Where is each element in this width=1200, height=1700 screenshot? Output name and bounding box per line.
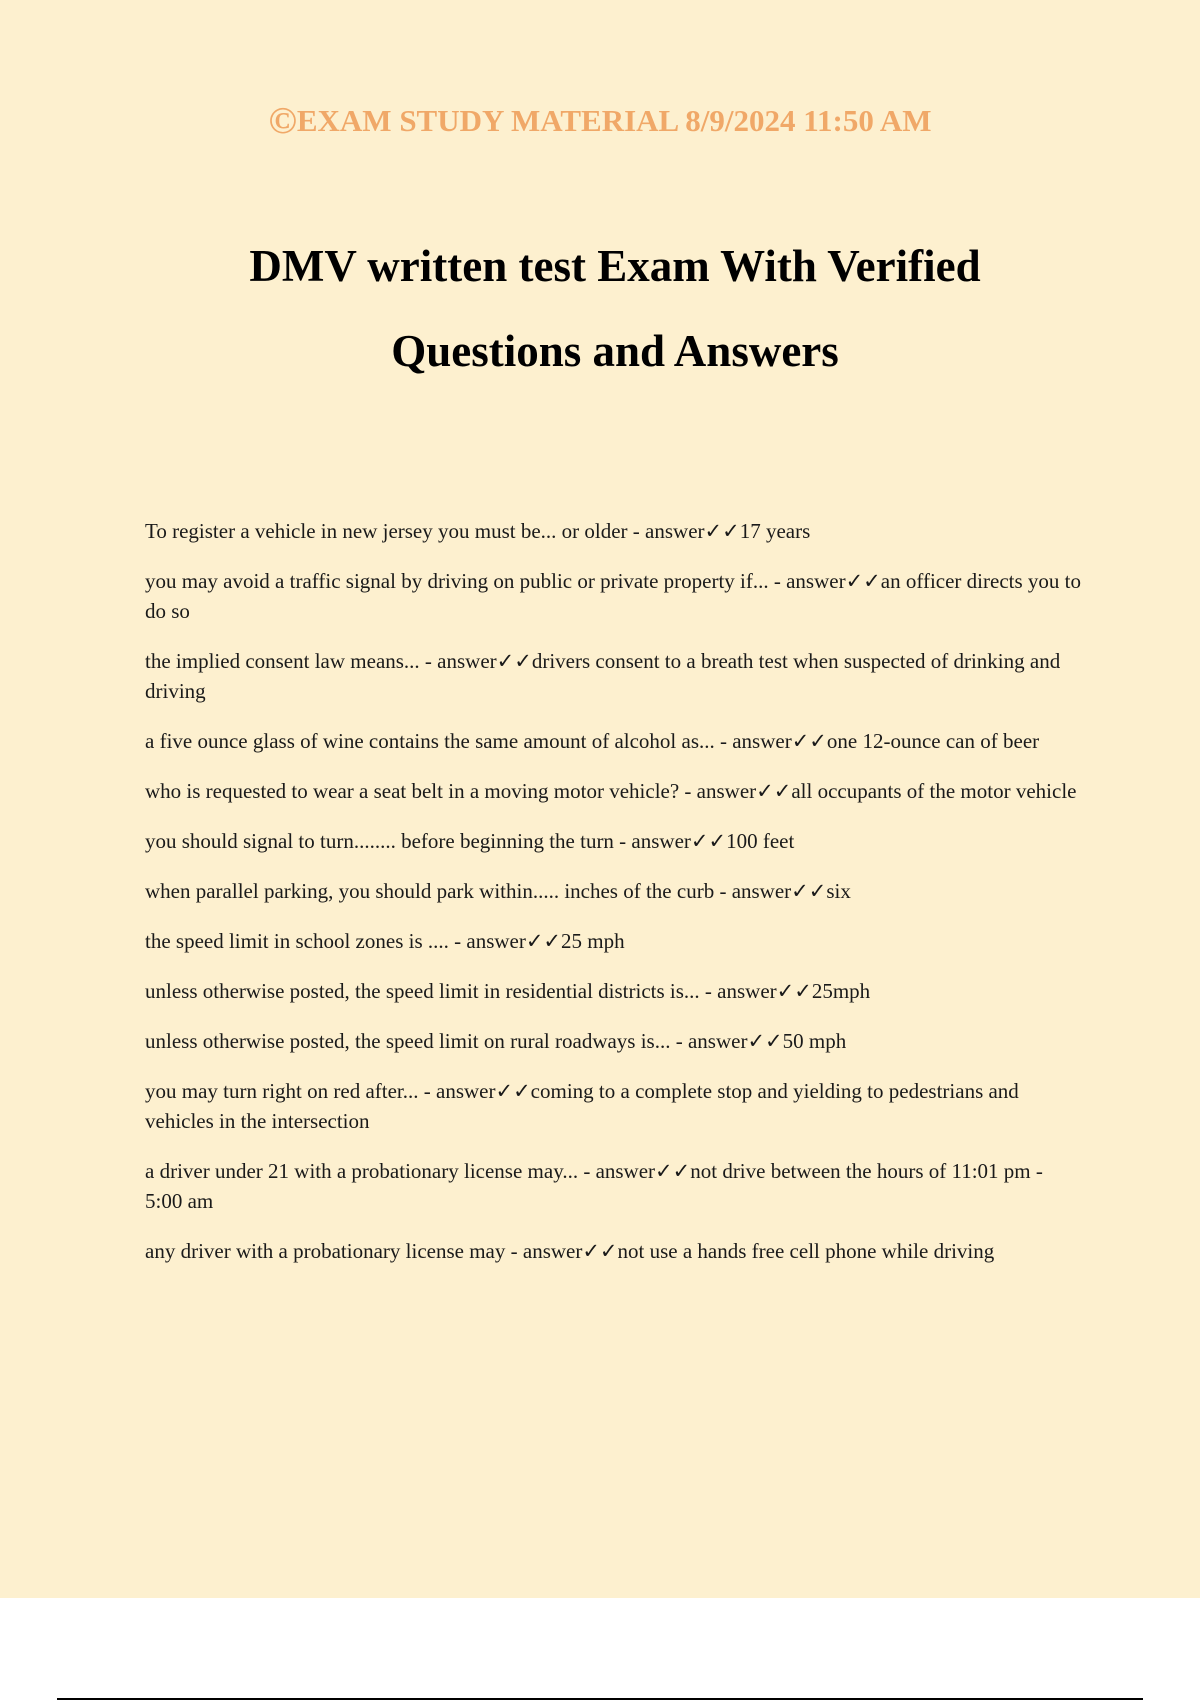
header-text: EXAM STUDY MATERIAL 8/9/2024 11:50 AM — [296, 103, 932, 138]
qa-item: who is requested to wear a seat belt in a moving motor vehicle? - answer✓✓all occupants of the motor vehicle — [145, 779, 1077, 803]
copyright-symbol: © — [268, 100, 297, 142]
qa-item: you may avoid a traffic signal by driving on public or private property if... - answer✓✓an officer directs you to do so — [145, 569, 1081, 623]
qa-item: you may turn right on red after... - answer✓✓coming to a complete stop and yielding to pedestrians and vehicles in the intersection — [145, 1079, 1019, 1133]
qa-item: the implied consent law means... - answer✓✓drivers consent to a breath test when suspected of drinking and driving — [145, 649, 1061, 703]
question-answer-list — [145, 516, 1085, 1286]
watermark-header — [0, 96, 1200, 146]
qa-item: unless otherwise posted, the speed limit on rural roadways is... - answer✓✓50 mph — [145, 1029, 847, 1053]
qa-item: you should signal to turn........ before beginning the turn - answer✓✓100 feet — [145, 829, 795, 853]
qa-item: To register a vehicle in new jersey you must be... or older - answer✓✓17 years — [145, 519, 811, 543]
title-line-1: DMV written test Exam With Verified — [249, 241, 981, 291]
qa-item: when parallel parking, you should park within..... inches of the curb - answer✓✓six — [145, 879, 851, 903]
qa-item: unless otherwise posted, the speed limit in residential districts is... - answer✓✓25mph — [145, 979, 871, 1003]
document-title — [0, 224, 1200, 394]
qa-item: the speed limit in school zones is .... - answer✓✓25 mph — [145, 929, 625, 953]
qa-item: a five ounce glass of wine contains the same amount of alcohol as... - answer✓✓one 12-ounce can of beer — [145, 729, 1040, 753]
qa-item: any driver with a probationary license may - answer✓✓not use a hands free cell phone while driving — [145, 1239, 995, 1263]
qa-item: a driver under 21 with a probationary license may... - answer✓✓not drive between the hours of 11:01 pm - 5:00 am — [145, 1159, 1043, 1213]
title-line-2: Questions and Answers — [391, 326, 839, 376]
